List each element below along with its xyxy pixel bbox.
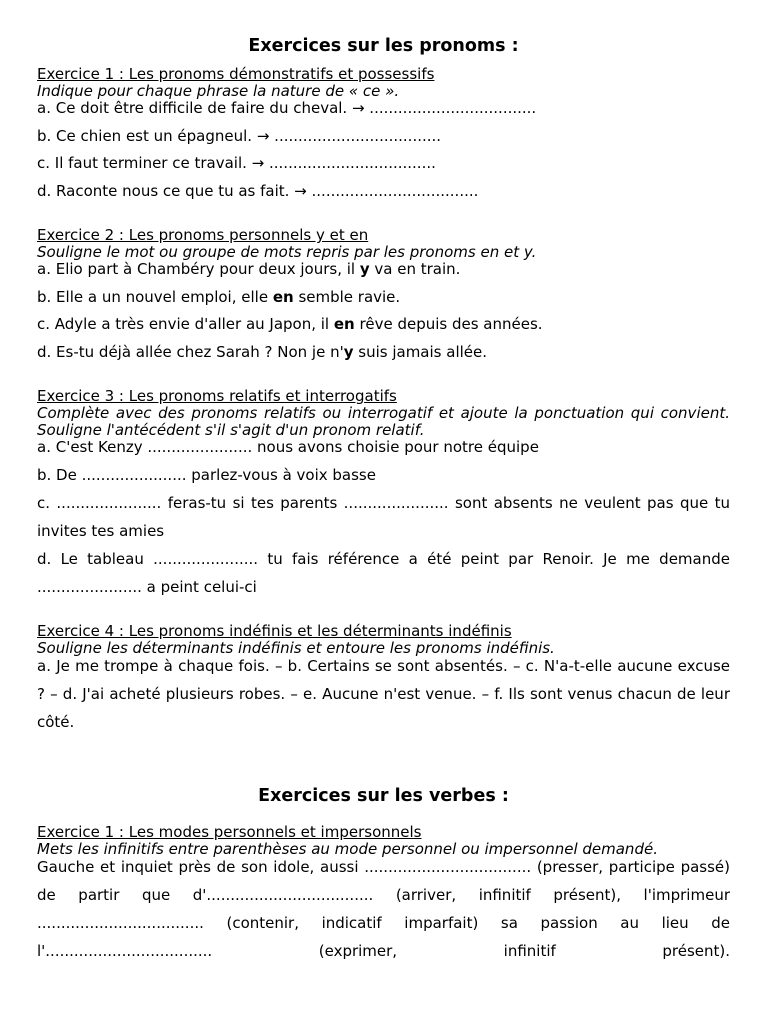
exercise-item: d. Raconte nous ce que tu as fait. → ...................................	[37, 181, 479, 200]
exercise-item: b. Ce chien est un épagneul. → ...................................	[37, 126, 442, 145]
pronoms-exercise-2	[37, 227, 730, 361]
highlighted-pronoun: y	[359, 260, 370, 278]
exercise-title: Exercice 1 : Les pronoms démonstratifs et possessifs	[37, 65, 435, 83]
exercise-title: Exercice 4 : Les pronoms indéfinis et les déterminants indéfinis	[37, 622, 512, 640]
exercise-instruction: Indique pour chaque phrase la nature de « ce ».	[37, 82, 400, 100]
pronoms-exercise-3	[37, 388, 730, 601]
verbes-exercise-1	[37, 824, 730, 965]
exercise-text: a. Je me trompe à chaque fois. – b. Certains se sont absentés. – c. N'a-t-elle aucune excuse ? – d. J'ai acheté plusieurs robes. – e. Aucune n'est venue. – f. Ils sont venus chacun de leur côté.	[37, 657, 730, 731]
highlighted-pronoun: en	[272, 287, 294, 306]
exercise-title: Exercice 1 : Les modes personnels et impersonnels	[37, 823, 422, 841]
pronoms-exercise-1	[37, 66, 730, 200]
exercise-item: d. Le tableau ...................... tu fais référence a été peint par Renoir. Je me demande ...................... a peint celui-ci	[37, 549, 730, 596]
exercise-item: a. C'est Kenzy ...................... nous avons choisie pour notre équipe	[37, 438, 539, 456]
highlighted-pronoun: en	[333, 315, 355, 333]
exercise-item: a. Ce doit être difficile de faire du cheval. → ...................................	[37, 99, 537, 117]
exercise-item: d. Es-tu déjà allée chez Sarah ? Non je n'y suis jamais allée.	[37, 342, 488, 361]
exercise-instruction: Souligne les déterminants indéfinis et entoure les pronoms indéfinis.	[37, 639, 555, 657]
pronoms-section-title: Exercices sur les pronoms :	[248, 36, 519, 56]
exercise-instruction: Souligne le mot ou groupe de mots repris par les pronoms en et y.	[37, 243, 537, 261]
pronoms-exercise-4	[37, 623, 730, 736]
exercise-text: Gauche et inquiet près de son idole, aussi ................................... (presser, participe passé) de partir que d'................................... (arriver, infinitif présent), l'imprimeur ................................... (contenir, indicatif imparfait) sa passion au lieu de l'................................... (exprimer, infinitif présent).	[37, 858, 730, 960]
exercise-item: c. Adyle a très envie d'aller au Japon, il en rêve depuis des années.	[37, 315, 543, 333]
exercise-item: c. ...................... feras-tu si tes parents ...................... sont absents ne veulent pas que tu invites tes amies	[37, 493, 730, 540]
exercise-instruction: Mets les infinitifs entre parenthèses au mode personnel ou impersonnel demandé.	[37, 840, 658, 858]
exercise-instruction: Complète avec des pronoms relatifs ou interrogatif et ajoute la ponctuation qui convient. Souligne l'antécédent s'il s'agit d'un pronom relatif.	[37, 404, 730, 439]
verbes-section-title: Exercices sur les verbes :	[258, 786, 509, 806]
exercise-item: a. Elio part à Chambéry pour deux jours, il y va en train.	[37, 260, 461, 278]
exercise-item: b. De ...................... parlez-vous à voix basse	[37, 465, 376, 484]
highlighted-pronoun: y	[343, 342, 354, 361]
exercise-title: Exercice 2 : Les pronoms personnels y et en	[37, 226, 369, 244]
exercise-item: b. Elle a un nouvel emploi, elle en semble ravie.	[37, 287, 401, 306]
exercise-title: Exercice 3 : Les pronoms relatifs et interrogatifs	[37, 387, 397, 405]
exercise-item: c. Il faut terminer ce travail. → ...................................	[37, 154, 436, 172]
